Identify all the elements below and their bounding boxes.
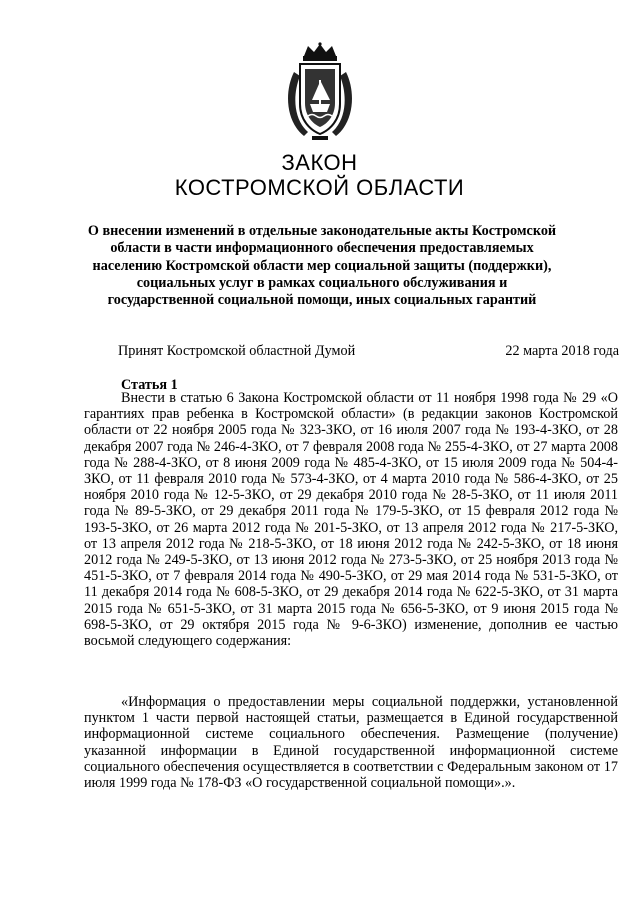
law-subject: О внесении изменений в отдельные законодательные акты Костромской области в части информационного обеспечения предоставляемых населению Костромской области мер социальной защиты (поддержки), социальных услуг в рамках социального обслуживания и государственной социальной помощи, иных социальных гарантий xyxy=(87,223,557,309)
article-heading: Статья 1 xyxy=(121,377,178,393)
article-paragraph-1 xyxy=(84,390,618,649)
kostroma-coat-of-arms-icon xyxy=(282,42,358,142)
adopted-by: Принят Костромской областной Думой xyxy=(118,343,356,359)
article-paragraph-2 xyxy=(84,694,618,791)
law-title: ЗАКОН xyxy=(281,150,358,175)
paragraph-text: Внести в статью 6 Закона Костромской области от 11 ноября 1998 года № 29 «О гарантиях прав ребенка в Костромской области» (в редакции законов Костромской области от 22 ноября 2005 года № 323-ЗКО, от 16 июля 2007 года № 193-4-ЗКО, от 28 декабря 2007 года № 246-4-ЗКО, от 7 февраля 2008 года № 255-4-ЗКО, от 27 марта 2008 года № 288-4-ЗКО, от 8 июня 2009 года № 485-4-ЗКО, от 15 июля 2009 года № 504-4-ЗКО, от 11 февраля 2010 года № 573-4-ЗКО, от 4 марта 2010 года № 586-4-ЗКО, от 25 ноября 2010 года № 12-5-ЗКО, от 29 декабря 2010 года № 28-5-ЗКО, от 11 июля 2011 года № 89-5-ЗКО, от 29 декабря 2011 года № 179-5-ЗКО, от 15 февраля 2012 года № 193-5-ЗКО, от 26 марта 2012 года № 201-5-ЗКО, от 13 апреля 2012 года № 217-5-ЗКО, от 13 апреля 2012 года № 218-5-ЗКО, от 18 июня 2012 года № 242-5-ЗКО, от 18 июня 2012 года № 249-5-ЗКО, от 13 июня 2012 года № 273-5-ЗКО, от 25 ноября 2013 года № 451-5-ЗКО, от 7 февраля 2014 года № 490-5-ЗКО, от 29 мая 2014 года № 531-5-ЗКО, от 11 декабря 2014 года № 608-5-ЗКО, от 29 декабря 2014 года № 622-5-ЗКО, от 31 марта 2015 года № 651-5-ЗКО, от 31 марта 2015 года № 656-5-ЗКО, от 9 июня 2015 года № 698-5-ЗКО, от 29 октября 2015 года № 9-6-ЗКО) изменение, дополнив ее частью восьмой следующего содержания: xyxy=(84,390,618,650)
adoption-date: 22 марта 2018 года xyxy=(505,343,619,359)
paragraph-text: «Информация о предоставлении меры социальной поддержки, установленной пунктом 1 части первой настоящей статьи, размещается в Единой государственной информационной системе социального обеспечения. Размещение (получение) указанной информации в Единой государственной информационной системе социального обеспечения осуществляется в соответствии с Федеральным законом от 17 июля 1999 года № 178-ФЗ «О государственной социальной помощи».». xyxy=(84,694,618,792)
region-title: КОСТРОМСКОЙ ОБЛАСТИ xyxy=(174,175,465,200)
